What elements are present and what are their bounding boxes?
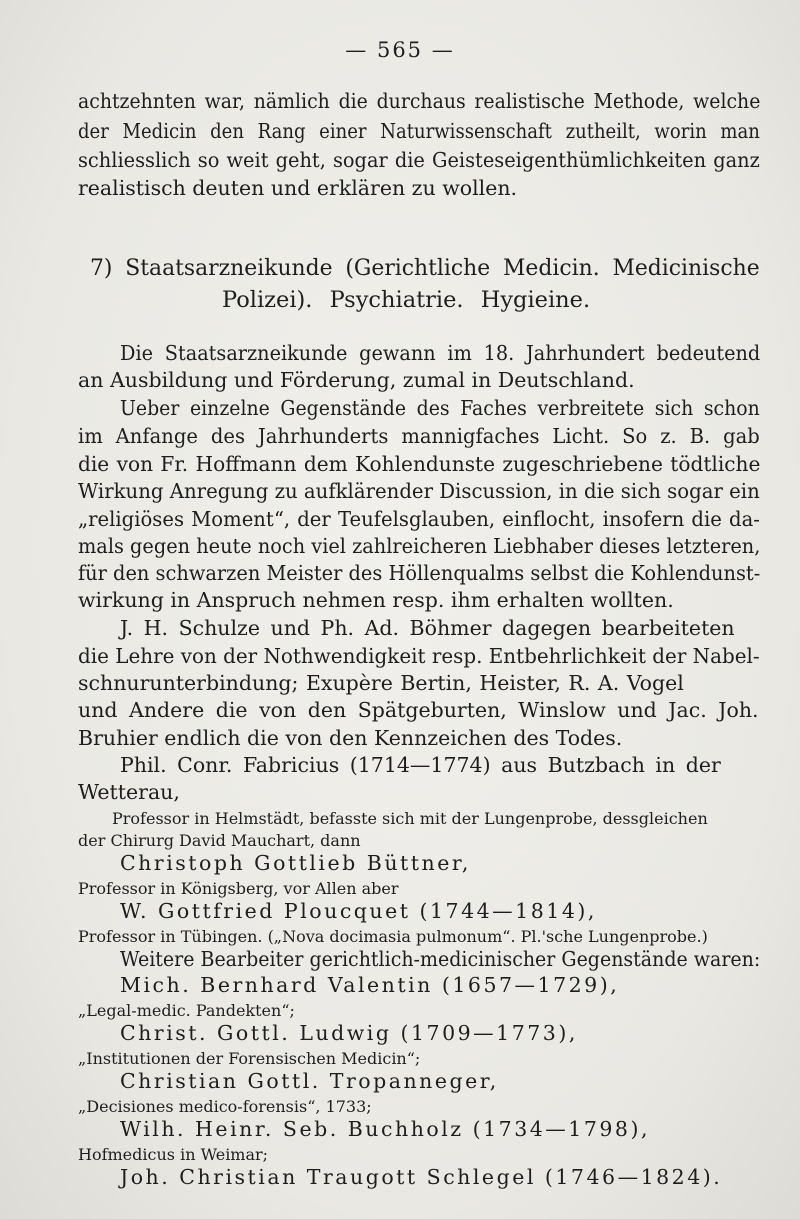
text-line: an Ausbildung und Förderung, zumal in Deutschland. — [78, 368, 635, 392]
text-line: Weitere Bearbeiter gerichtlich-medicinischer Gegenstände waren: — [120, 947, 761, 971]
note-line: der Chirurg David Mauchart, dann — [78, 831, 361, 850]
section-heading: Polizei). Psychiatrie. Hygieine. — [222, 287, 591, 313]
section-heading: 7) Staatsarzneikunde (Gerichtliche Medicin. Medicinische — [90, 255, 760, 281]
text-line: „religiöses Moment“, der Teufelsglauben, einflocht, insofern die da- — [78, 507, 760, 531]
page-number: — 565 — — [345, 38, 455, 62]
text-line: Bruhier endlich die von den Kennzeichen des Todes. — [78, 726, 623, 750]
text-line: wirkung in Anspruch nehmen resp. ihm erhalten wollten. — [78, 588, 674, 612]
text-line: die von Fr. Hoffmann dem Kohlendunste zugeschriebene tödtliche — [78, 452, 761, 476]
text-line: und Andere die von den Spätgeburten, Winslow und Jac. Joh. — [78, 698, 759, 722]
text-line: schnurunterbindung; Exupère Bertin, Heister, R. A. Vogel — [78, 671, 684, 695]
text-line: schliesslich so weit geht, sogar die Geisteseigenthümlichkeiten ganz — [78, 148, 760, 172]
text-line: realistisch deuten und erklären zu wollen. — [78, 176, 518, 200]
name-line: Christian Gottl. Tropanneger, — [120, 1069, 499, 1093]
text-line: Wetterau, — [78, 780, 180, 804]
name-line: Wilh. Heinr. Seb. Buchholz (1734—1798), — [120, 1117, 650, 1141]
note-line: „Legal-medic. Pandekten“; — [78, 1001, 295, 1020]
note-line: Professor in Königsberg, vor Allen aber — [78, 879, 399, 898]
text-line: die Lehre von der Nothwendigkeit resp. Entbehrlichkeit der Nabel- — [78, 644, 760, 668]
name-line: Christ. Gottl. Ludwig (1709—1773), — [120, 1021, 578, 1045]
text-line: für den schwarzen Meister des Höllenqualms selbst die Kohlendunst- — [78, 561, 761, 585]
note-line: Professor in Tübingen. („Nova docimasia pulmonum“. Pl.'sche Lungenprobe.) — [78, 927, 708, 946]
text-line: der Medicin den Rang einer Naturwissenschaft zutheilt, worin man — [78, 119, 760, 143]
text-line: Die Staatsarzneikunde gewann im 18. Jahrhundert bedeutend — [120, 341, 761, 365]
note-line: „Institutionen der Forensischen Medicin“; — [78, 1049, 421, 1068]
name-line: Christoph Gottlieb Büttner, — [120, 851, 471, 875]
text-line: im Anfange des Jahrhunderts mannigfaches Licht. So z. B. gab — [78, 424, 760, 448]
name-line: Joh. Christian Traugott Schlegel (1746—1824). — [120, 1165, 723, 1189]
name-line: W. Gottfried Ploucquet (1744—1814), — [120, 899, 597, 923]
text-line: Ueber einzelne Gegenstände des Faches verbreitete sich schon — [120, 396, 760, 420]
text-line: J. H. Schulze und Ph. Ad. Böhmer dagegen bearbeiteten — [120, 616, 735, 640]
note-line: Hofmedicus in Weimar; — [78, 1145, 269, 1164]
text-line: mals gegen heute noch viel zahlreicheren Liebhaber dieses letzteren, — [78, 534, 761, 558]
text-line: Wirkung Anregung zu aufklärender Discussion, in die sich sogar ein — [78, 479, 760, 503]
text-line: achtzehnten war, nämlich die durchaus realistische Methode, welche — [78, 89, 761, 113]
note-line: Professor in Helmstädt, befasste sich mit der Lungenprobe, dessgleichen — [112, 809, 708, 828]
note-line: „Decisiones medico-forensis“, 1733; — [78, 1097, 372, 1116]
name-line: Mich. Bernhard Valentin (1657—1729), — [120, 973, 620, 997]
text-line: Phil. Conr. Fabricius (1714—1774) aus Butzbach in der — [120, 753, 721, 777]
